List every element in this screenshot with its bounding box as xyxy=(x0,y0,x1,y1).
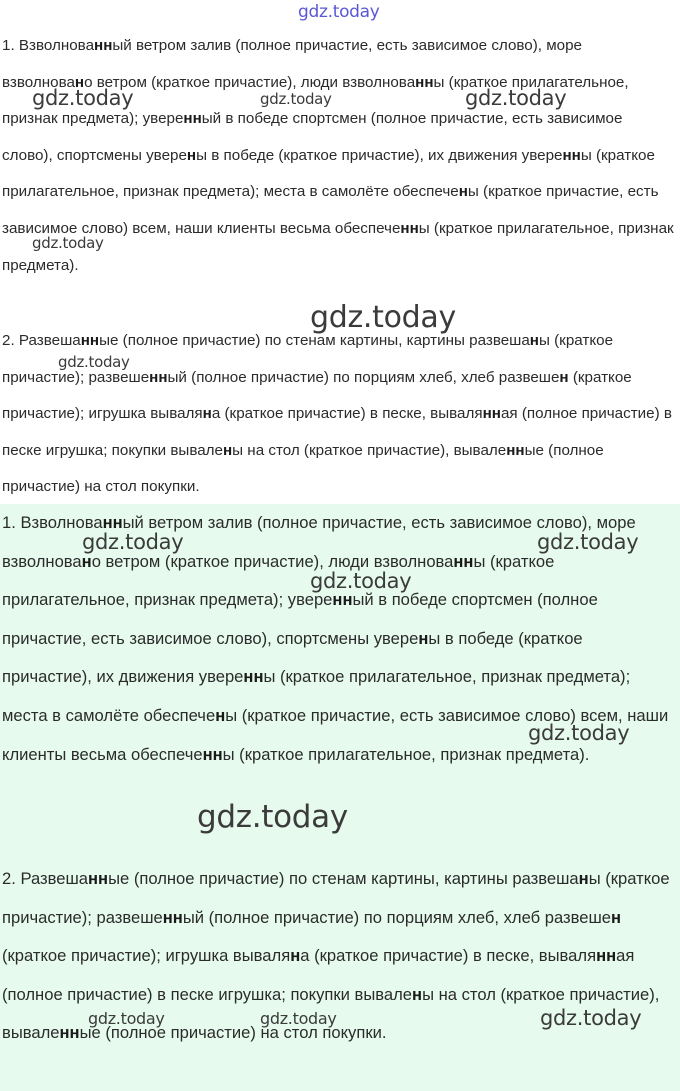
answer-block-1 xyxy=(0,0,680,504)
text-run: (краткое причастие); игрушка вываля xyxy=(2,946,291,966)
text-run: ы на стол (краткое причастие), вывале xyxy=(232,441,507,459)
text-run: ый в победе спортсмен (полное причастие, есть зависимое слово), спортсмены увере xyxy=(2,590,598,648)
text-run: ы (краткое причастие, есть зависимое слово) всем, наши клиенты весьма обеспече xyxy=(2,705,669,764)
highlighted-letters: н xyxy=(215,705,226,725)
watermark: gdz.today xyxy=(32,234,104,252)
highlighted-letters: нн xyxy=(562,146,581,164)
highlighted-letters: нн xyxy=(102,513,123,532)
text-run: о ветром (краткое причастие), люди взволнова xyxy=(91,551,454,571)
text-run: ы (краткое причастие); развеше xyxy=(2,869,670,927)
highlighted-letters: н xyxy=(529,332,539,349)
highlighted-letters: нн xyxy=(149,368,168,386)
highlighted-letters: нн xyxy=(88,869,109,888)
watermark: gdz.today xyxy=(32,86,134,110)
highlighted-letters: н xyxy=(418,628,429,648)
text-run: а (краткое причастие) в песке, вываля xyxy=(300,946,597,966)
highlighted-letters: нн xyxy=(59,1023,80,1043)
text-run: ы (краткое прилагательное, признак предмета). xyxy=(222,744,590,764)
watermark: gdz.today xyxy=(88,1009,165,1028)
text-run: ы (краткое причастие); развеше xyxy=(2,332,614,386)
text-run: ы (краткое причастие, есть зависимое слово) всем, наши клиенты весьма обеспече xyxy=(2,183,659,237)
highlighted-letters: н xyxy=(186,146,197,164)
highlighted-letters: нн xyxy=(94,37,113,54)
highlighted-letters: нн xyxy=(183,110,202,128)
text-run: ы в победе (краткое причастие), их движения увере xyxy=(2,628,583,687)
watermark: gdz.today xyxy=(260,1009,337,1028)
text-run: ый ветром залив (полное причастие, есть зависимое слово), море взволнова xyxy=(2,513,636,571)
watermark: gdz.today xyxy=(310,300,456,335)
watermark: gdz.today xyxy=(537,530,639,554)
watermark: gdz.today xyxy=(310,569,412,593)
text-run: ый (полное причастие) по порциям хлеб, хлеб развеше xyxy=(182,907,612,927)
highlighted-letters: н xyxy=(412,984,423,1004)
text-run: ая (полное причастие) в песке игрушка; покупки вывале xyxy=(2,946,635,1004)
text-run: ы на стол (краткое причастие), вывале xyxy=(2,984,660,1043)
text-run: 2. Развеша xyxy=(2,332,81,349)
highlighted-letters: н xyxy=(611,907,622,927)
text-run: ая (полное причастие) в песке игрушка; покупки вывале xyxy=(2,405,672,459)
text-run: 1. Взволнова xyxy=(2,513,103,532)
highlighted-letters: нн xyxy=(482,405,501,423)
text-run: а (краткое причастие) в песке, вываля xyxy=(211,405,483,423)
highlighted-letters: нн xyxy=(80,332,100,349)
text-run: ы (краткое прилагательное, признак предмета). xyxy=(2,219,674,274)
text-run: ы в победе (краткое причастие), их движения увере xyxy=(196,146,563,164)
watermark: gdz.today xyxy=(58,353,130,371)
text-run: ы (краткое прилагательное, признак предмета); увере xyxy=(2,73,629,128)
watermark: gdz.today xyxy=(197,799,348,835)
highlighted-letters: н xyxy=(74,73,85,91)
highlighted-letters: н xyxy=(81,551,92,571)
text-run: 2. Развеша xyxy=(2,869,89,888)
highlighted-letters: н xyxy=(290,946,301,966)
highlighted-letters: нн xyxy=(202,744,223,764)
highlighted-letters: н xyxy=(202,405,212,423)
text-run: ы (краткое прилагательное, признак предмета); увере xyxy=(2,551,555,610)
watermark: gdz.today xyxy=(260,90,332,108)
highlighted-letters: нн xyxy=(243,667,264,687)
highlighted-letters: н xyxy=(458,183,468,201)
watermark: gdz.today xyxy=(540,1006,642,1030)
watermark: gdz.today xyxy=(528,721,630,745)
highlighted-letters: нн xyxy=(400,219,419,237)
text-run: ые (полное причастие) по стенам картины, картины развеша xyxy=(99,332,530,349)
highlighted-letters: нн xyxy=(162,907,183,927)
highlighted-letters: нн xyxy=(332,590,353,610)
highlighted-letters: н xyxy=(559,368,569,386)
text-run: (краткое причастие); игрушка вываля xyxy=(2,368,632,423)
text-run: 1. Взволнова xyxy=(2,37,95,54)
text-run: ые (полное причастие) по стенам картины, картины развеша xyxy=(108,869,579,888)
text-run: о ветром (краткое причастие), люди взволнова xyxy=(84,73,416,91)
text-run: ые (полное причастие) на стол покупки. xyxy=(79,1023,387,1043)
watermark: gdz.today xyxy=(298,2,380,22)
highlighted-letters: н xyxy=(222,441,233,459)
highlighted-letters: н xyxy=(578,869,589,888)
text-run: ый в победе спортсмен (полное причастие, есть зависимое слово), спортсмены увере xyxy=(2,110,623,164)
highlighted-letters: нн xyxy=(415,73,434,91)
paragraph-2 xyxy=(2,323,674,506)
text-run: ый ветром залив (полное причастие, есть зависимое слово), море взволнова xyxy=(2,37,583,91)
highlighted-letters: нн xyxy=(453,551,474,571)
watermark: gdz.today xyxy=(82,530,184,554)
text-run: ы (краткое прилагательное, признак предмета); места в самолёте обеспече xyxy=(2,146,655,201)
watermark: gdz.today xyxy=(465,86,567,110)
highlighted-letters: нн xyxy=(596,946,617,966)
highlighted-letters: нн xyxy=(506,441,525,459)
text-run: ые (полное причастие) на стол покупки. xyxy=(2,441,604,496)
text-run: ый (полное причастие) по порциям хлеб, хлеб развеше xyxy=(167,368,560,386)
text-run: ы (краткое прилагательное, признак предмета); места в самолёте обеспече xyxy=(2,667,631,725)
